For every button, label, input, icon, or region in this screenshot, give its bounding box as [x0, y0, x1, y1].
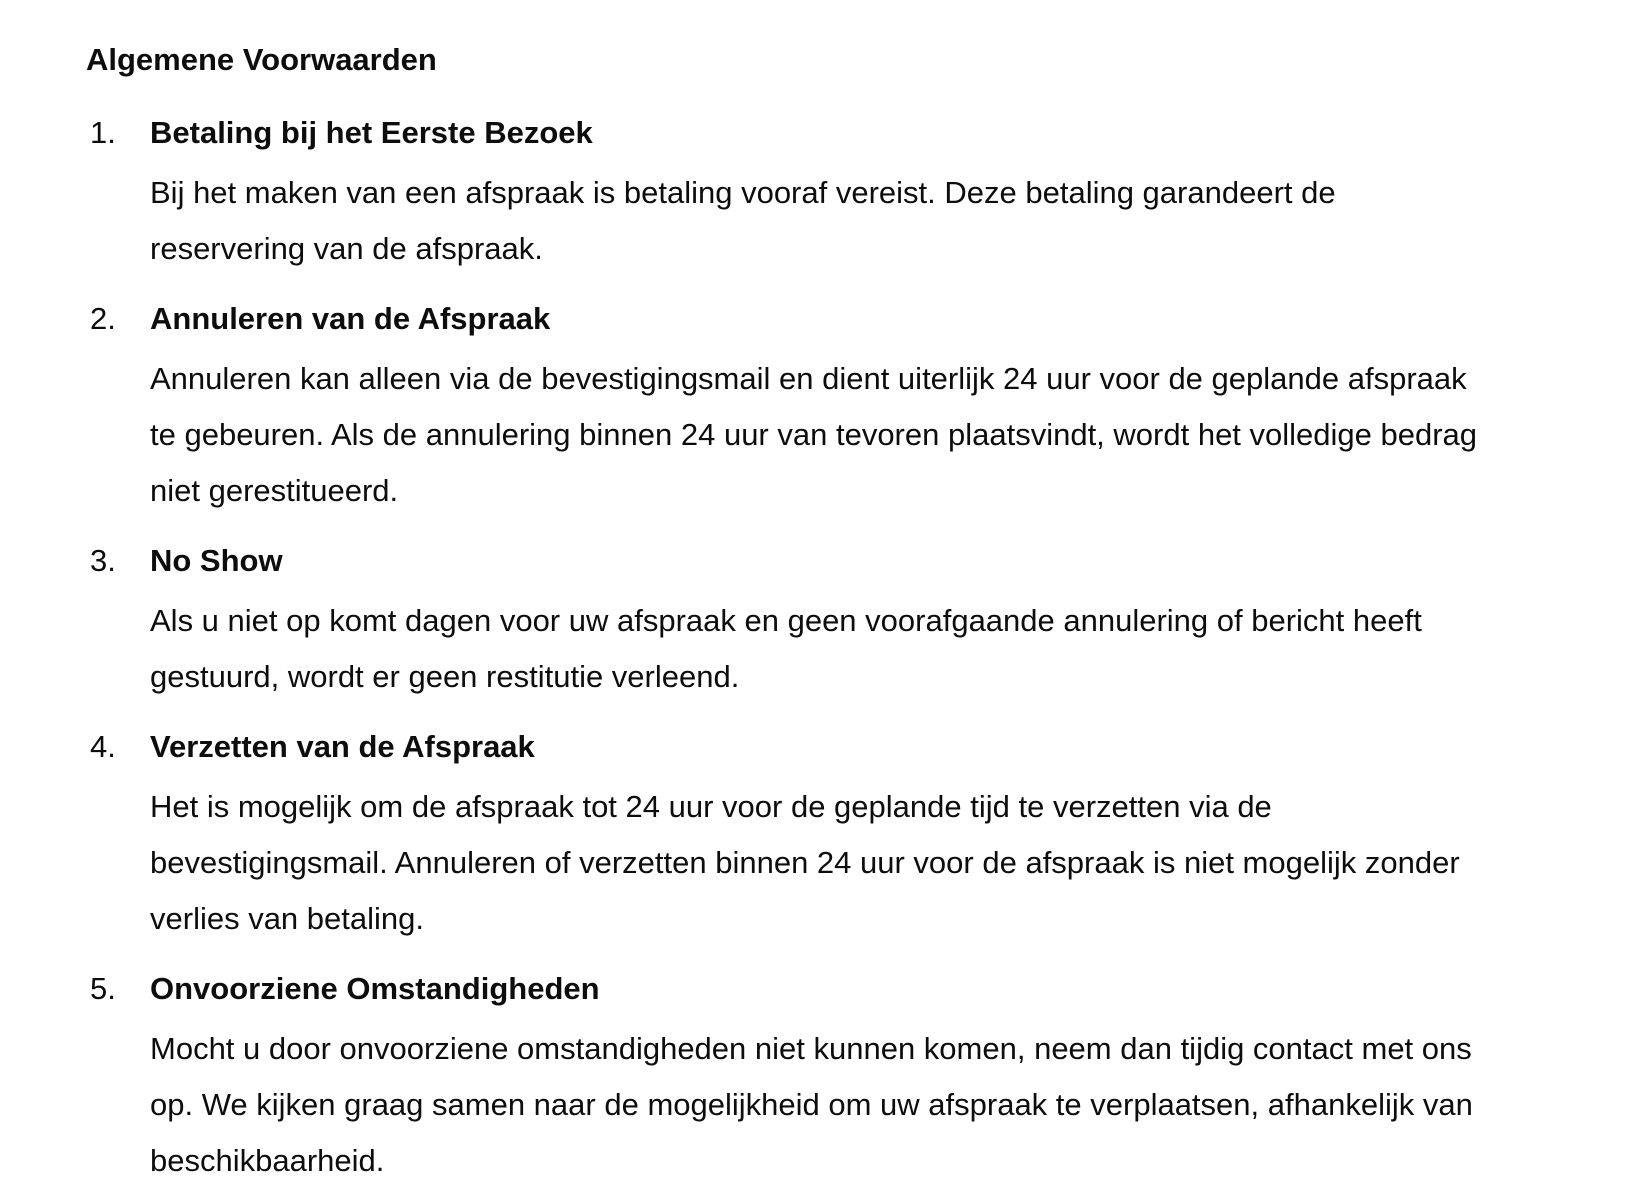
- term-heading: Annuleren van de Afspraak: [150, 301, 551, 336]
- term-body: [150, 1021, 1570, 1189]
- term-body-line: bevestigingsmail. Annuleren of verzetten binnen 24 uur voor de afspraak is niet mogelijk zonder: [150, 845, 1460, 880]
- term-heading: Betaling bij het Eerste Bezoek: [150, 115, 593, 150]
- term-number: 1.: [90, 115, 116, 150]
- term-number: 3.: [90, 543, 116, 578]
- term-heading: Verzetten van de Afspraak: [150, 729, 535, 764]
- term-body-line: verlies van betaling.: [150, 901, 424, 936]
- term-body-line: Annuleren kan alleen via de bevestigingsmail en dient uiterlijk 24 uur voor de geplande afspraak: [150, 361, 1467, 396]
- term-number: 2.: [90, 301, 116, 336]
- term-body-line: Bij het maken van een afspraak is betaling vooraf vereist. Deze betaling garandeert de: [150, 175, 1336, 210]
- term-body-line: te gebeuren. Als de annulering binnen 24 uur van tevoren plaatsvindt, wordt het volledige bedrag: [150, 417, 1478, 452]
- term-body-line: Het is mogelijk om de afspraak tot 24 uur voor de geplande tijd te verzetten via de: [150, 789, 1272, 824]
- term-heading: No Show: [150, 543, 283, 578]
- term-body-line: reservering van de afspraak.: [150, 231, 543, 266]
- term-number: 4.: [90, 729, 116, 764]
- term-body-line: beschikbaarheid.: [150, 1143, 385, 1178]
- term-body-line: Mocht u door onvoorziene omstandigheden niet kunnen komen, neem dan tijdig contact met ons: [150, 1031, 1472, 1066]
- term-body: [150, 779, 1570, 947]
- term-body-line: op. We kijken graag samen naar de mogelijkheid om uw afspraak te verplaatsen, afhankelijk van: [150, 1087, 1473, 1122]
- document-title: Algemene Voorwaarden: [86, 42, 437, 77]
- term-body-line: gestuurd, wordt er geen restitutie verleend.: [150, 659, 740, 694]
- term-body-line: niet gerestitueerd.: [150, 473, 399, 508]
- term-heading: Onvoorziene Omstandigheden: [150, 971, 600, 1006]
- term-body-line: Als u niet op komt dagen voor uw afspraak en geen voorafgaande annulering of bericht heeft: [150, 603, 1422, 638]
- term-body: [150, 165, 1570, 277]
- term-body: [150, 593, 1570, 705]
- term-number: 5.: [90, 971, 116, 1006]
- term-body: [150, 351, 1570, 519]
